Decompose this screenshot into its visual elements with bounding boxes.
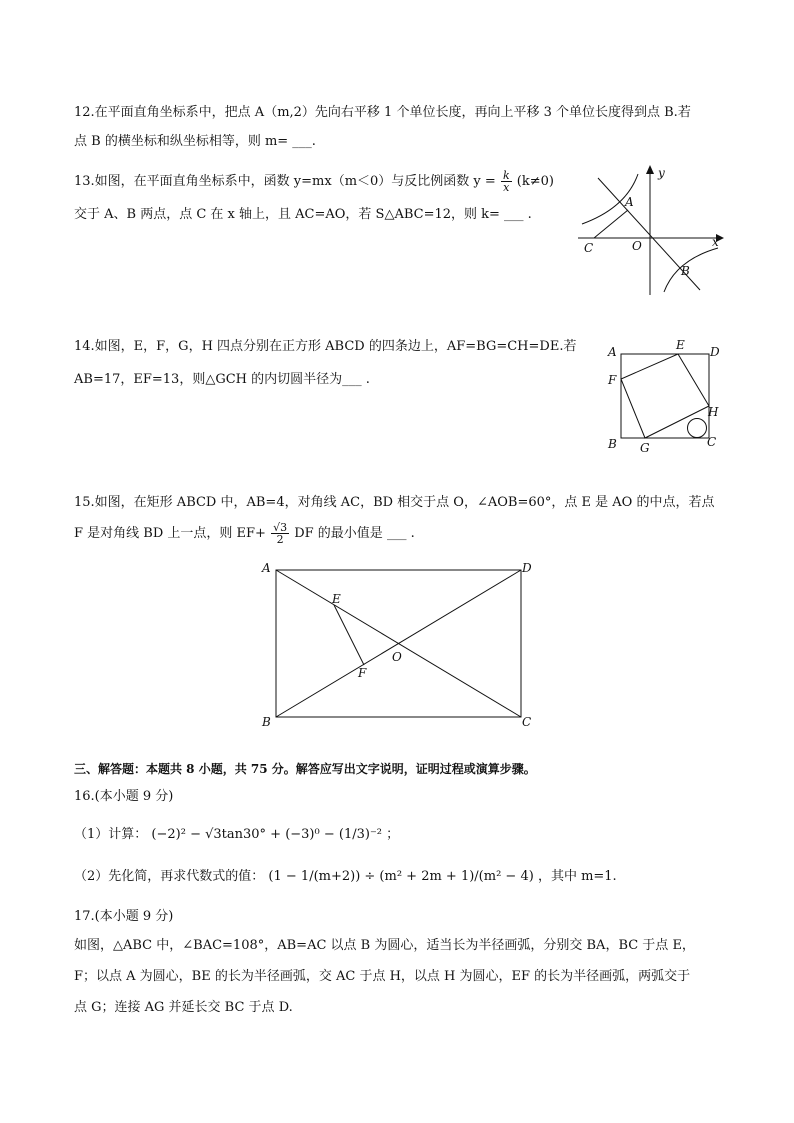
q13-frac-den: x: [503, 181, 510, 194]
q16-part1-expr: (−2)² − √3tan30° + (−3)⁰ − (1/3)⁻² ；: [151, 827, 400, 842]
q15-frac-den: 2: [276, 533, 284, 546]
q13-label-x: x: [712, 235, 719, 249]
q16-part2: [74, 868, 617, 886]
q16-part2-label: （2）先化简，再求代数式的值：: [74, 869, 265, 884]
q14-line1: 14.如图，E，F，G，H 四点分别在正方形 ABCD 的四条边上，AF=BG=CH=DE.若: [74, 339, 577, 354]
q15-label-A: A: [262, 561, 271, 575]
q13-figure: [578, 160, 728, 300]
q16-header: 16.(本小题 9 分): [74, 789, 174, 804]
q13-text-b: (k≠0): [516, 174, 554, 189]
q14-label-H: H: [708, 405, 719, 419]
q14-figure: [600, 336, 730, 458]
q14-line2: AB=17，EF=13，则△GCH 的内切圆半径为___ .: [74, 372, 370, 387]
q13-line2: 交于 A、B 两点，点 C 在 x 轴上，且 AC=AO，若 S△ABC=12，则 k= ___ .: [74, 207, 532, 222]
q17-header: 17.(本小题 9 分): [74, 909, 174, 924]
q16-part2-tail: ，其中 m=1.: [537, 869, 617, 884]
q17-line3: 点 G；连接 AG 并延长交 BC 于点 D.: [74, 1000, 293, 1015]
q12-line2: 点 B 的横坐标和纵坐标相等，则 m= ___.: [74, 134, 316, 149]
q15-figure: [256, 558, 546, 730]
q15-line2: [74, 522, 415, 545]
q15-label-F: F: [358, 666, 367, 680]
q14-label-B: B: [608, 437, 617, 451]
q15-line1: 15.如图，在矩形 ABCD 中，AB=4，对角线 AC，BD 相交于点 O，∠AOB=60°，点 E 是 AO 的中点，若点: [74, 495, 715, 510]
q17-line2: F；以点 A 为圆心，BE 的长为半径画弧，交 AC 于点 H，以点 H 为圆心，EF 的长为半径画弧，两弧交于: [74, 969, 691, 984]
q13-line1: [74, 170, 554, 193]
q15-frac-num: √3: [273, 521, 288, 534]
q14-label-D: D: [710, 345, 720, 359]
q14-label-F: F: [608, 373, 617, 387]
q13-label-B: B: [681, 264, 690, 278]
q15-label-C: C: [522, 715, 532, 729]
q15-label-O: O: [392, 650, 402, 664]
q13-label-A: A: [625, 195, 634, 209]
q16-part2-expr: (1 − 1/(m+2)) ÷ (m² + 2m + 1)/(m² − 4): [268, 869, 534, 884]
q15-text-b: DF 的最小值是 ___ .: [294, 526, 415, 541]
q13-label-C: C: [584, 241, 594, 255]
q13-frac-num: k: [502, 169, 510, 182]
q13-label-y: y: [658, 166, 665, 180]
q15-label-E: E: [332, 592, 341, 606]
q15-label-D: D: [522, 561, 532, 575]
q13-label-O: O: [632, 239, 642, 253]
q15-label-B: B: [262, 715, 271, 729]
q15-fraction: [271, 522, 289, 545]
q13-fraction: [501, 170, 512, 193]
q14-label-C: C: [707, 435, 717, 449]
q14-label-G: G: [640, 441, 650, 455]
q13-text-a: 13.如图，在平面直角坐标系中，函数 y=mx（m＜0）与反比例函数 y =: [74, 174, 496, 189]
q12-line1: 12.在平面直角坐标系中，把点 A（m,2）先向右平移 1 个单位长度，再向上平移 3 个单位长度得到点 B.若: [74, 105, 691, 120]
q16-part1: [74, 826, 399, 844]
q16-part1-label: （1）计算：: [74, 827, 148, 842]
q15-text-a: F 是对角线 BD 上一点，则 EF+: [74, 526, 266, 541]
q14-label-E: E: [676, 338, 685, 352]
q14-label-A: A: [608, 345, 617, 359]
section-3-heading: 三、解答题：本题共 8 小题，共 75 分。解答应写出文字说明，证明过程或演算步骤。: [74, 762, 536, 776]
q17-line1: 如图，△ABC 中，∠BAC=108°，AB=AC 以点 B 为圆心，适当长为半径画弧，分别交 BA，BC 于点 E，: [74, 938, 695, 953]
